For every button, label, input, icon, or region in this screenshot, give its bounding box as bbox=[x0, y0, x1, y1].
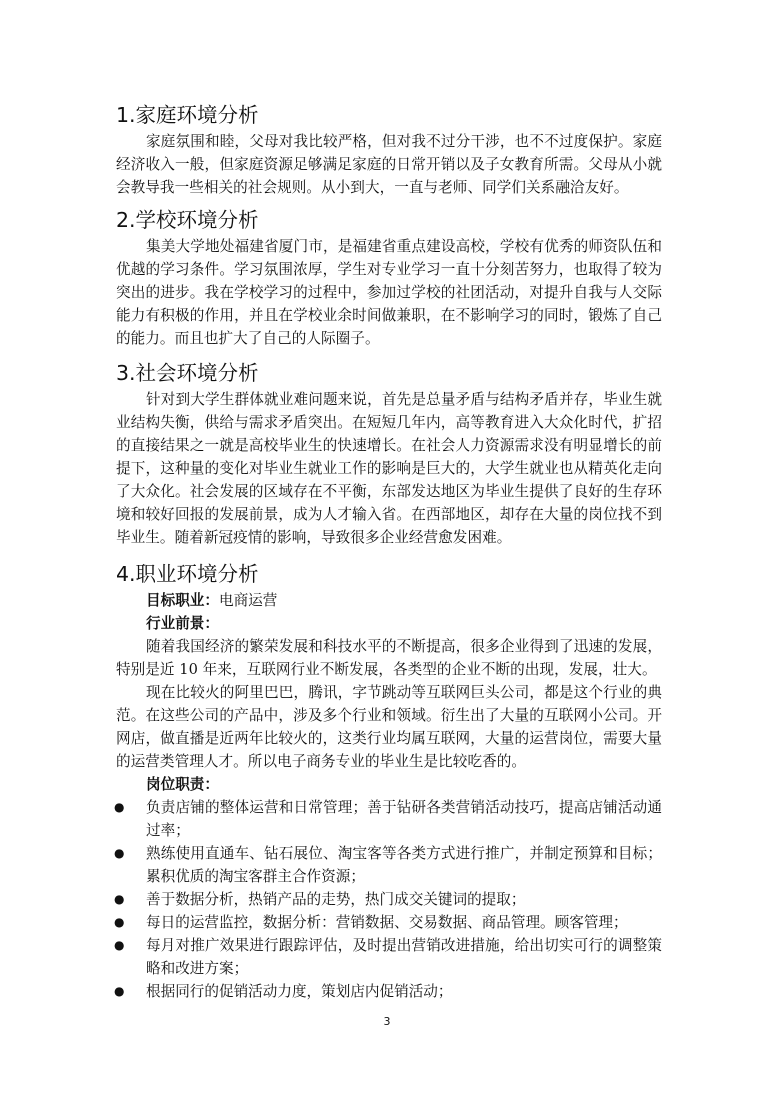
target-career-line bbox=[116, 589, 662, 612]
duty-text: 每日的运营监控，数据分析：营销数据、交易数据、商品管理。顾客管理； bbox=[146, 914, 628, 931]
bullet-icon: ● bbox=[114, 846, 125, 860]
family-paragraph: 家庭氛围和睦，父母对我比较严格，但对我不过分干涉，也不不过度保护。家庭经济收入一般，但家庭资源足够满足家庭的日常开销以及子女教育所需。父母从小就会教导我一些相关的社会规则。从小到大，一直与老师、同学们关系融洽友好。 bbox=[116, 133, 662, 196]
list-item bbox=[116, 842, 662, 888]
duties-label: 岗位职责： bbox=[146, 776, 219, 793]
duty-text: 熟练使用直通车、钻石展位、淘宝客等各类方式进行推广，并制定预算和目标；累积优质的淘宝客群主合作资源； bbox=[146, 845, 662, 885]
target-career-label: 目标职业： bbox=[146, 592, 219, 609]
bullet-icon: ● bbox=[114, 938, 125, 952]
industry-prospect-label: 行业前景： bbox=[146, 615, 219, 632]
duty-text: 每月对推广效果进行跟踪评估，及时提出营销改进措施，给出切实可行的调整策略和改进方案； bbox=[146, 937, 662, 977]
prospect-paragraph-2: 现在比较火的阿里巴巴，腾讯，字节跳动等互联网巨头公司，都是这个行业的典范。在这些公司的产品中，涉及多个行业和领域。衍生出了大量的互联网小公司。开网店，做直播是近两年比较火的，这类行业均属互联网，大量的运营岗位，需要大量的运营类管理人才。所以电子商务专业的毕业生是比较吃香的。 bbox=[116, 684, 662, 770]
industry-prospect-line bbox=[116, 612, 662, 635]
school-paragraph: 集美大学地处福建省厦门市，是福建省重点建设高校，学校有优秀的师资队伍和优越的学习条件。学习氛围浓厚，学生对专业学习一直十分刻苦努力，也取得了较为突出的进步。我在学校学习的过程中，参加过学校的社团活动，对提升自我与人交际能力有积极的作用，并且在学校业余时间做兼职，在不影响学习的同时，锻炼了自己的能力。而且也扩大了自己的人际圈子。 bbox=[116, 238, 662, 347]
society-paragraph: 针对到大学生群体就业难问题来说，首先是总量矛盾与结构矛盾并存，毕业生就业结构失衡，供给与需求矛盾突出。在短短几年内，高等教育进入大众化时代，扩招的直接结果之一就是高校毕业生的快速增长。在社会人力资源需求没有明显增长的前提下，这种量的变化对毕业生就业工作的影响是巨大的，大学生就业也从精英化走向了大众化。社会发展的区域存在不平衡，东部发达地区为毕业生提供了良好的生存环境和较好回报的发展前景，成为人才输入省。在西部地区，却存在大量的岗位找不到毕业生。随着新冠疫情的影响，导致很多企业经营愈发困难。 bbox=[116, 391, 662, 546]
list-item bbox=[116, 980, 662, 1003]
bullet-icon: ● bbox=[114, 892, 125, 906]
duty-text: 善于数据分析，热销产品的走势，热门成交关键词的提取； bbox=[146, 891, 526, 908]
bullet-icon: ● bbox=[114, 915, 125, 929]
prospect-paragraph-1: 随着我国经济的繁荣发展和科技水平的不断提高，很多企业得到了迅速的发展，特别是近 10 年来，互联网行业不断发展，各类型的企业不断的出现，发展，壮大。 bbox=[116, 638, 662, 678]
target-career-value: 电商运营 bbox=[218, 592, 278, 609]
list-item bbox=[116, 796, 662, 842]
bullet-icon: ● bbox=[114, 800, 125, 814]
section-heading-school: 2.学校环境分析 bbox=[116, 208, 259, 232]
section-heading-career: 4.职业环境分析 bbox=[116, 562, 259, 586]
list-item bbox=[116, 888, 662, 911]
bullet-icon: ● bbox=[114, 984, 125, 998]
page-content bbox=[116, 100, 662, 1003]
duties-line bbox=[116, 773, 662, 796]
section-heading-family: 1.家庭环境分析 bbox=[116, 103, 259, 127]
section-heading-society: 3.社会环境分析 bbox=[116, 361, 259, 385]
duties-list bbox=[116, 796, 662, 1003]
duty-text: 负责店铺的整体运营和日常管理；善于钻研各类营销活动技巧，提高店铺活动通过率； bbox=[146, 799, 662, 839]
page-number: 3 bbox=[383, 1015, 391, 1028]
list-item bbox=[116, 934, 662, 980]
duty-text: 根据同行的促销活动力度，策划店内促销活动； bbox=[146, 983, 453, 1000]
list-item bbox=[116, 911, 662, 934]
